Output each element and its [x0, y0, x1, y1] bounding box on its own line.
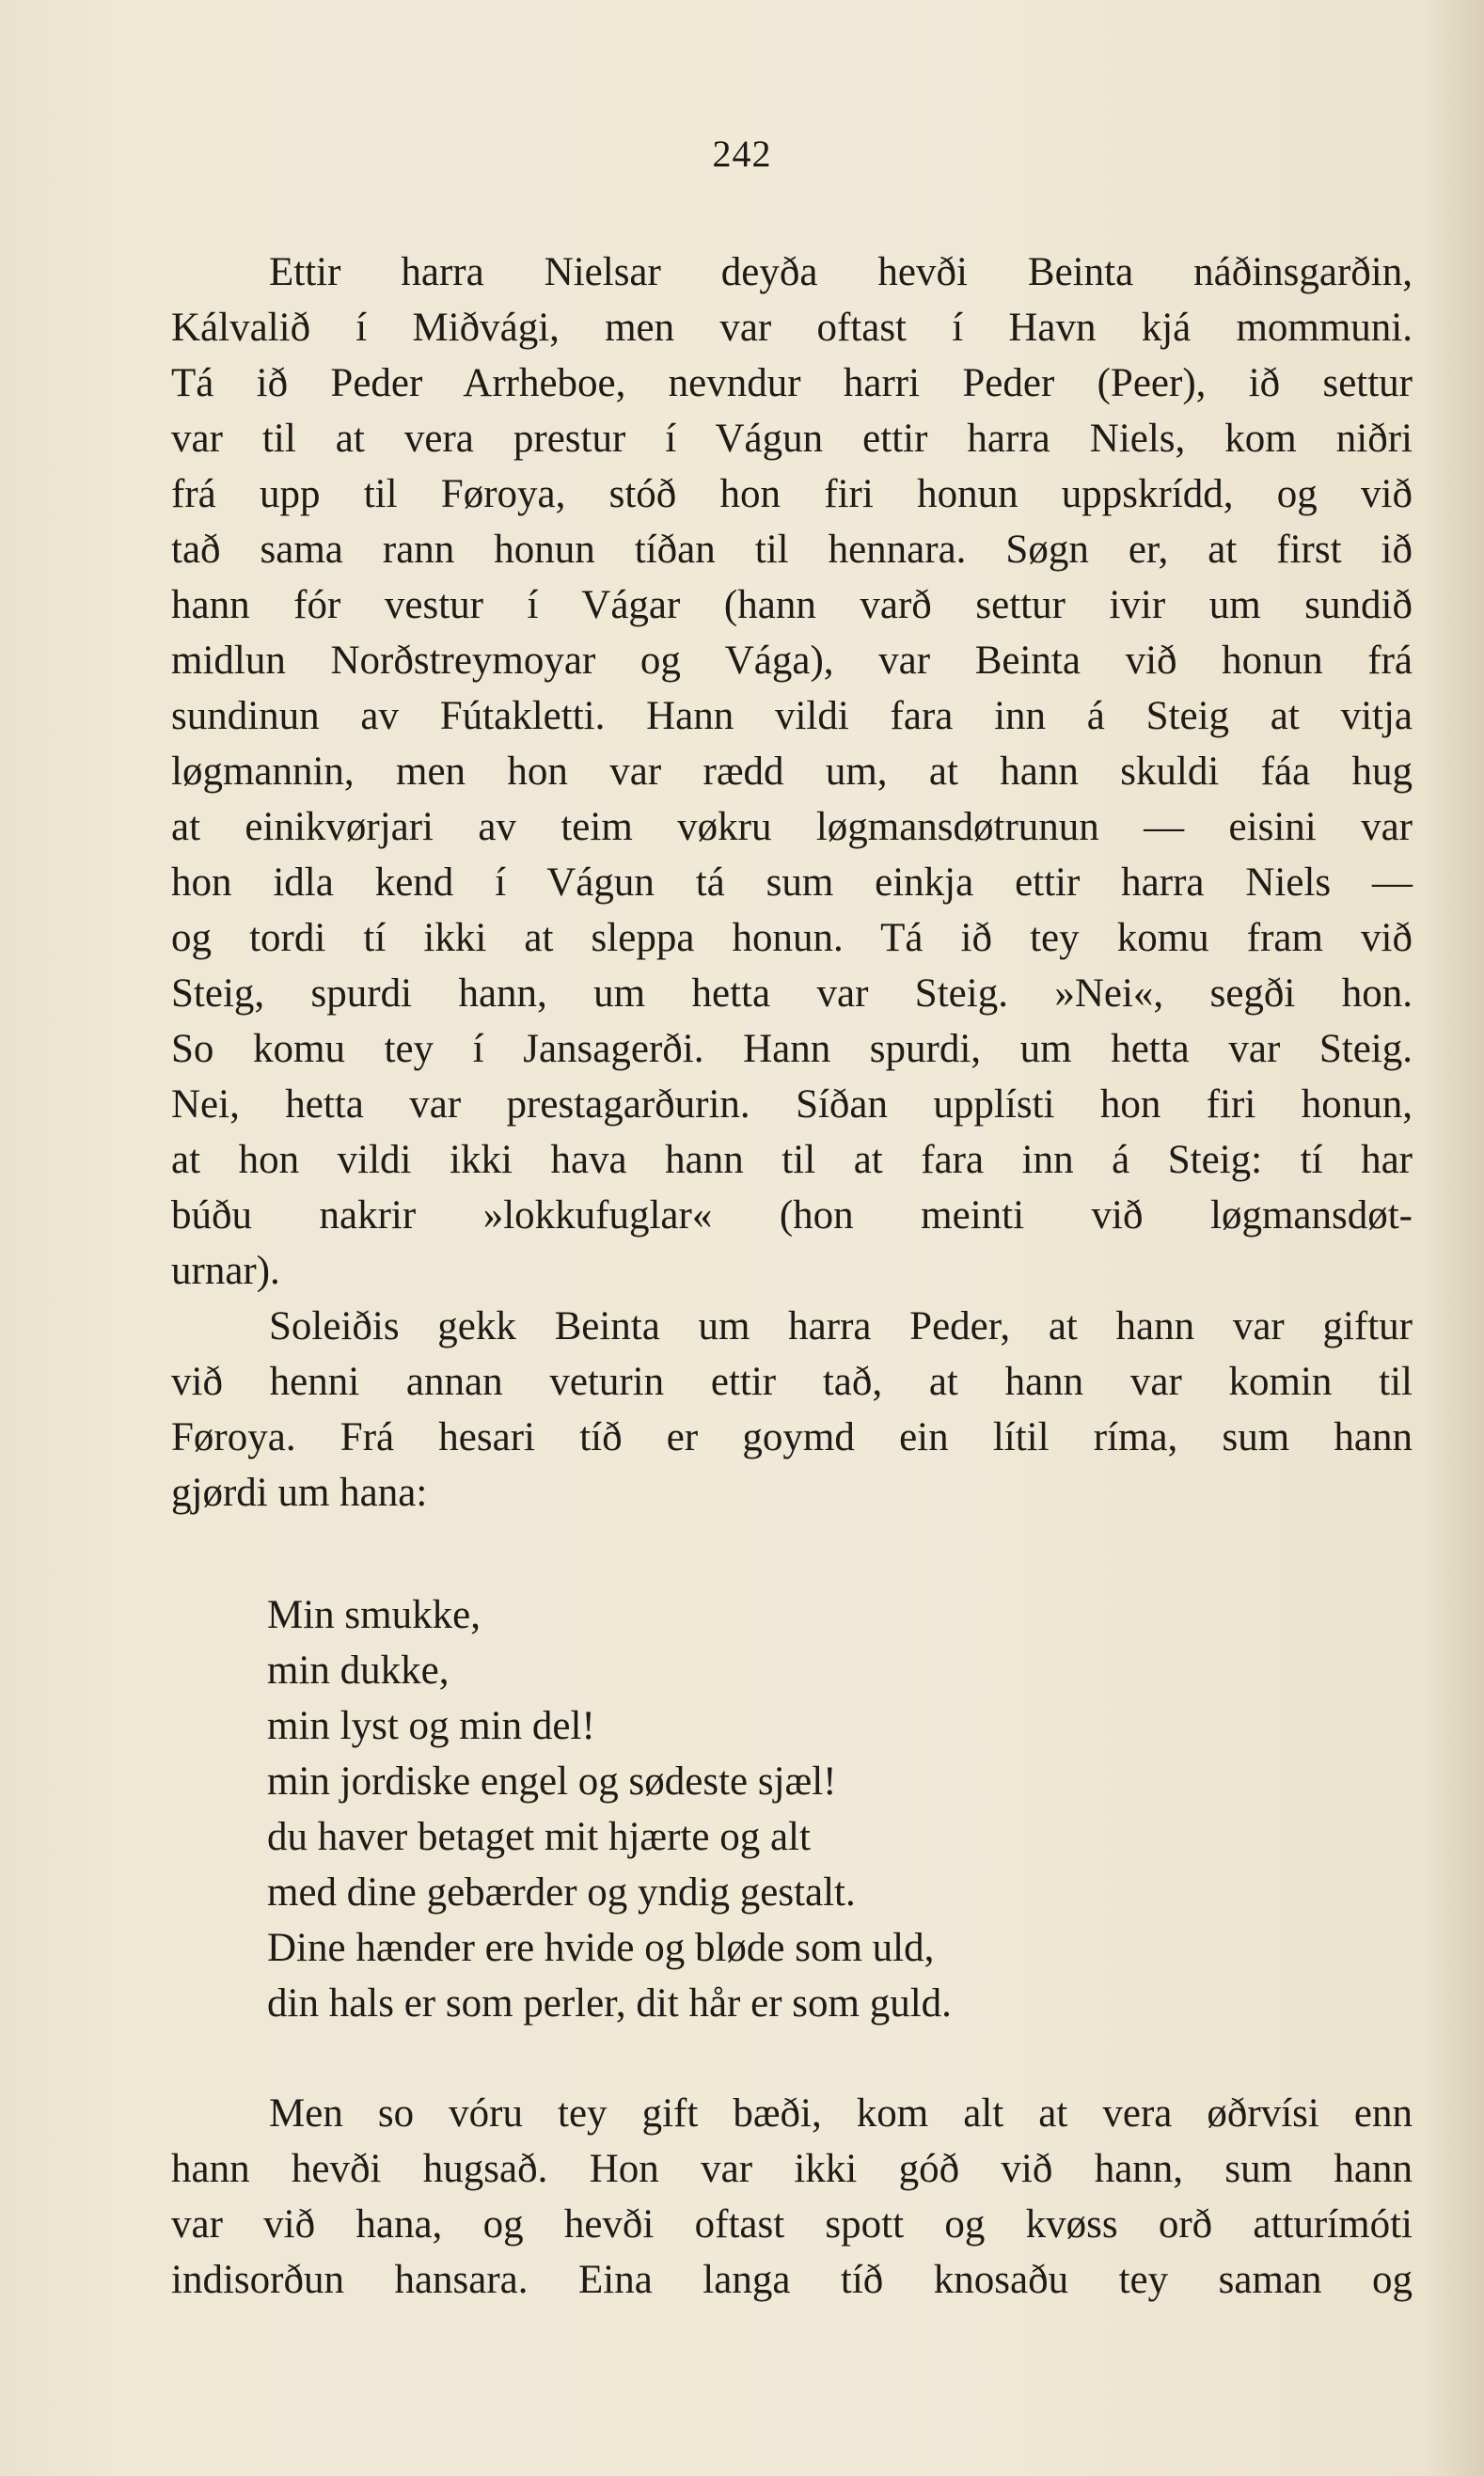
text-line: gjørdi um hana:	[171, 1471, 428, 1515]
paragraph-1	[171, 244, 1413, 1299]
text-line: hann hevði hugsað. Hon var ikki góð við hann, sum hann	[171, 2147, 1413, 2191]
text-line: Nei, hetta var prestagarðurin. Síðan upplísti hon firi honun,	[171, 1082, 1413, 1127]
page-number: 242	[712, 133, 772, 175]
text-line: Føroya. Frá hesari tíð er goymd ein lítil ríma, sum hann	[171, 1415, 1413, 1459]
text-line: Tá ið Peder Arrheboe, nevndur harri Peder (Peer), ið settur	[171, 361, 1413, 405]
text-line: indisorðun hansara. Eina langa tíð knosaðu tey saman og	[171, 2258, 1413, 2302]
text-line: sundinun av Fútakletti. Hann vildi fara inn á Steig at vitja	[171, 694, 1413, 738]
text-line: at hon vildi ikki hava hann til at fara inn á Steig: tí har	[171, 1138, 1413, 1182]
text-line: løgmannin, men hon var rædd um, at hann skuldi fáa hug	[171, 749, 1413, 794]
text-line: Kálvalið í Miðvági, men var oftast í Havn kjá mommuni.	[171, 306, 1413, 350]
text-line: Ettir harra Nielsar deyða hevði Beinta náðinsgarðin,	[269, 250, 1413, 294]
poem-line: Dine hænder ere hvide og bløde som uld,	[267, 1926, 935, 1970]
text-line: frá upp til Føroya, stóð hon firi honun uppskrídd, og við	[171, 472, 1413, 516]
poem-line: du haver betaget mit hjærte og alt	[267, 1815, 811, 1859]
poem-line: min jordiske engel og sødeste sjæl!	[267, 1759, 837, 1804]
text-line: Soleiðis gekk Beinta um harra Peder, at hann var giftur	[269, 1304, 1413, 1348]
text-line: tað sama rann honun tíðan til hennara. Søgn er, at first ið	[171, 528, 1413, 572]
paragraph-2	[171, 1299, 1413, 1521]
text-line: So komu tey í Jansagerði. Hann spurdi, um hetta var Steig.	[171, 1027, 1413, 1071]
text-line: var til at vera prestur í Vágun ettir harra Niels, kom niðri	[171, 417, 1413, 461]
poem-line: Min smukke,	[267, 1593, 481, 1637]
text-line: búðu nakrir »lokkufuglar« (hon meinti við løgmansdøt-	[171, 1193, 1413, 1238]
text-line: og tordi tí ikki at sleppa honun. Tá ið tey komu fram við	[171, 916, 1413, 960]
text-line: midlun Norðstreymoyar og Vága), var Beinta við honun frá	[171, 639, 1413, 683]
poem-line: min dukke,	[267, 1648, 450, 1693]
text-line: at einikvørjari av teim vøkru løgmansdøtrunun — eisini var	[171, 805, 1413, 849]
paragraph-3	[171, 2086, 1413, 2308]
poem-line: din hals er som perler, dit hår er som guld.	[267, 1981, 952, 2026]
text-line: Steig, spurdi hann, um hetta var Steig. »Nei«, segði hon.	[171, 971, 1413, 1016]
text-line: við henni annan veturin ettir tað, at hann var komin til	[171, 1360, 1413, 1404]
poem	[267, 1587, 952, 2031]
text-line: urnar).	[171, 1249, 280, 1293]
text-line: hann fór vestur í Vágar (hann varð settur ivir um sundið	[171, 583, 1413, 627]
text-line: Men so vóru tey gift bæði, kom alt at vera øðrvísi enn	[269, 2091, 1413, 2136]
poem-line: med dine gebærder og yndig gestalt.	[267, 1870, 856, 1915]
text-line: var við hana, og hevði oftast spott og kvøss orð atturímóti	[171, 2202, 1413, 2247]
poem-line: min lyst og min del!	[267, 1704, 595, 1748]
text-line: hon idla kend í Vágun tá sum einkja ettir harra Niels —	[171, 860, 1413, 905]
